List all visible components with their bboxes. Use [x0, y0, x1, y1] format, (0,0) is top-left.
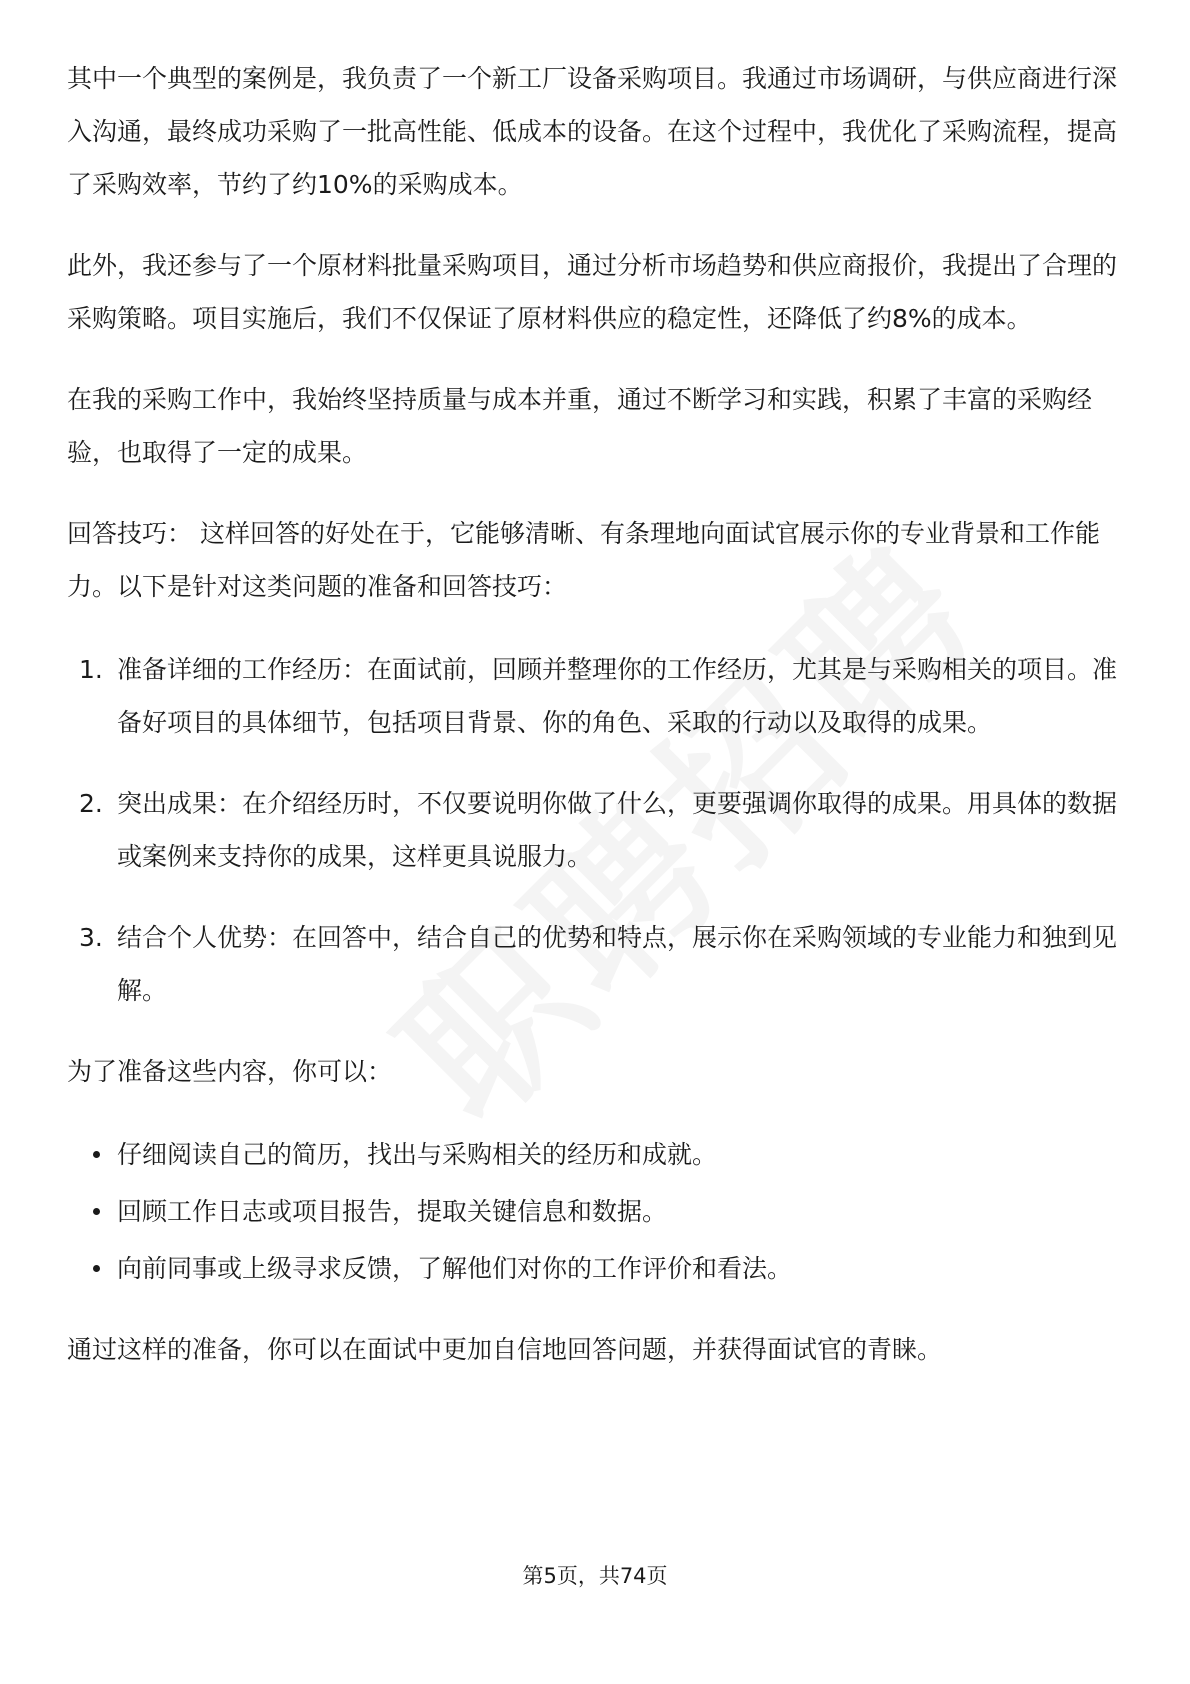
list-item-text: 向前同事或上级寻求反馈，了解他们对你的工作评价和看法。: [117, 1254, 793, 1283]
bullet-dot-icon: [93, 1151, 100, 1158]
list-item-text: 突出成果：在介绍经历时，不仅要说明你做了什么，更要强调你取得的成果。用具体的数据或案例来支持你的成果，这样更具说服力。: [117, 789, 1118, 871]
paragraph-raw-materials: 此外，我还参与了一个原材料批量采购项目，通过分析市场趋势和供应商报价，我提出了合理的采购策略。项目实施后，我们不仅保证了原材料供应的稳定性，还降低了约8%的成本。: [67, 251, 1118, 333]
list-number: 2.: [79, 789, 103, 818]
list-number: 1.: [79, 655, 103, 684]
paragraph-summary: 在我的采购工作中，我始终坚持质量与成本并重，通过不断学习和实践，积累了丰富的采购经验，也取得了一定的成果。: [67, 385, 1093, 467]
list-item-text: 回顾工作日志或项目报告，提取关键信息和数据。: [117, 1197, 668, 1226]
list-item: [67, 1128, 1127, 1181]
document-body: [67, 52, 1127, 1376]
list-item-text: 结合个人优势：在回答中，结合自己的优势和特点，展示你在采购领域的专业能力和独到见解。: [117, 923, 1118, 1005]
list-item-text: 准备详细的工作经历：在面试前，回顾并整理你的工作经历，尤其是与采购相关的项目。准备好项目的具体细节，包括项目背景、你的角色、采取的行动以及取得的成果。: [117, 655, 1118, 737]
list-item: [67, 1242, 1127, 1295]
paragraph-prep-intro: 为了准备这些内容，你可以：: [67, 1057, 393, 1086]
paragraph-answer-tips: 回答技巧： 这样回答的好处在于，它能够清晰、有条理地向面试官展示你的专业背景和工作能力。以下是针对这类问题的准备和回答技巧：: [67, 519, 1100, 601]
paragraph-closing: 通过这样的准备，你可以在面试中更加自信地回答问题，并获得面试官的青睐。: [67, 1335, 943, 1364]
bullet-dot-icon: [93, 1265, 100, 1272]
list-item: [67, 777, 1127, 883]
list-item: [67, 1185, 1127, 1238]
numbered-tips-list: [67, 643, 1127, 1017]
page-footer: 第5页，共74页: [522, 1564, 668, 1588]
bullet-dot-icon: [93, 1208, 100, 1215]
list-item-text: 仔细阅读自己的简历，找出与采购相关的经历和成就。: [117, 1140, 718, 1169]
list-item: [67, 911, 1127, 1017]
paragraph-case-study: 其中一个典型的案例是，我负责了一个新工厂设备采购项目。我通过市场调研，与供应商进行深入沟通，最终成功采购了一批高性能、低成本的设备。在这个过程中，我优化了采购流程，提高了采购效率，节约了约10%的采购成本。: [67, 64, 1118, 199]
bullet-prep-list: [67, 1128, 1127, 1295]
list-item: [67, 643, 1127, 749]
list-number: 3.: [79, 923, 103, 952]
